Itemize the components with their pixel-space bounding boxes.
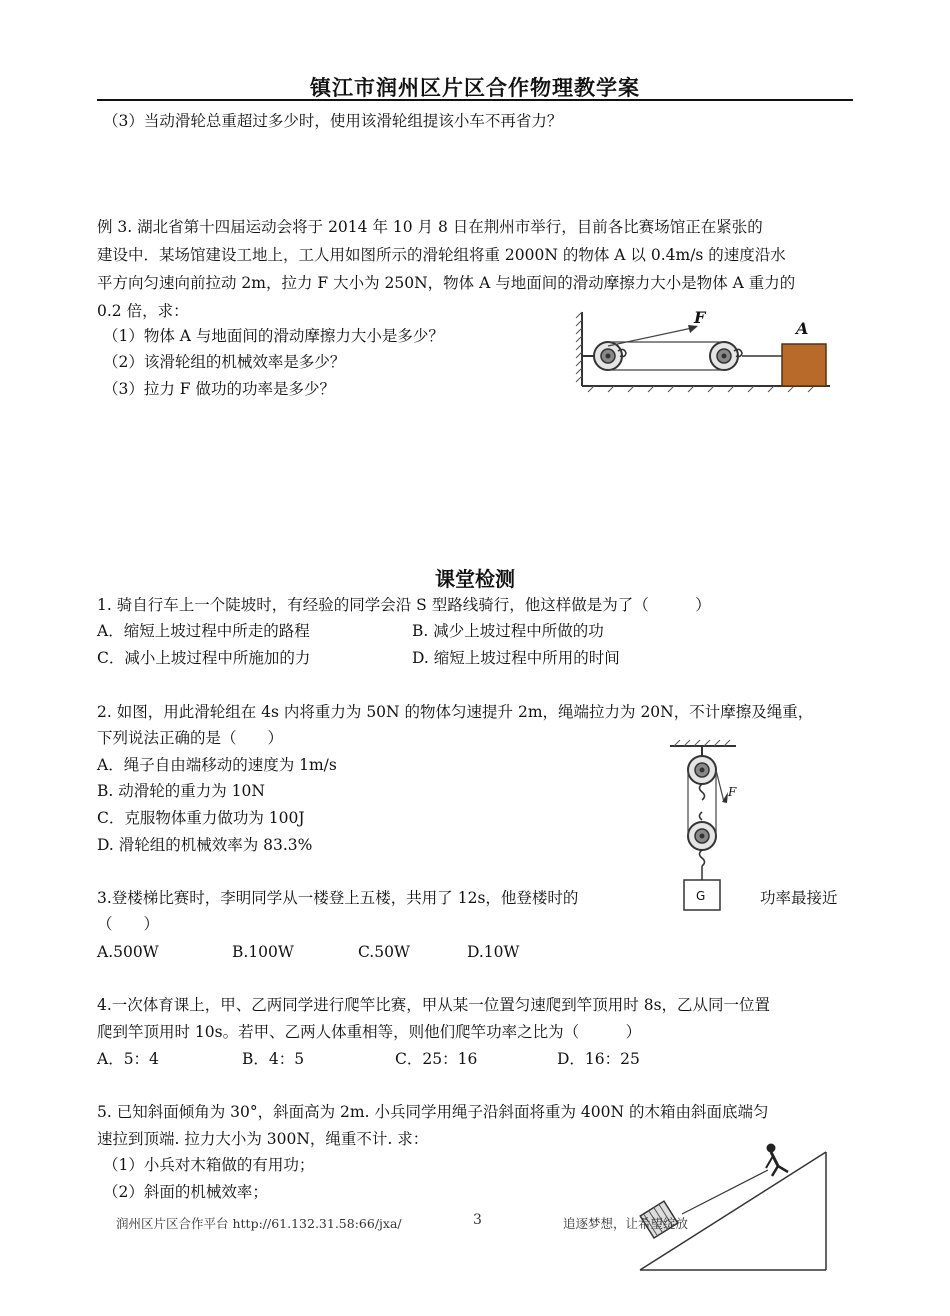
q5-line1: 5. 已知斜面倾角为 30°，斜面高为 2m. 小兵同学用绳子沿斜面将重为 400N 的木箱由斜面底端匀 xyxy=(97,1103,769,1121)
incline-figure xyxy=(640,1140,840,1274)
q1-stem: 1. 骑自行车上一个陡坡时，有经验的同学会沿 S 型路线骑行，他这样做是为了（ ） xyxy=(97,596,711,614)
q1-option-d: D. 缩短上坡过程中所用的时间 xyxy=(412,649,620,667)
q1-option-a: A．缩短上坡过程中所走的路程 xyxy=(97,622,310,640)
header-divider xyxy=(97,99,853,101)
q4-option-a: A．5：4 xyxy=(97,1050,159,1068)
q2-line2: 下列说法正确的是（ ） xyxy=(97,729,284,747)
q3-option-a: A.500W xyxy=(97,943,159,961)
example3-sub2: （2）该滑轮组的机械效率是多少？ xyxy=(103,353,346,371)
q4-option-d: D．16：25 xyxy=(557,1050,640,1068)
q1-option-c: C．减小上坡过程中所施加的力 xyxy=(97,649,311,667)
q5-sub2: （2）斜面的机械效率； xyxy=(103,1183,268,1201)
q3-line1-a: 3.登楼梯比赛时，李明同学从一楼登上五楼，共用了 12s，他登楼时的 xyxy=(97,889,579,907)
vertical-pulley-figure xyxy=(666,740,756,915)
page-header-title: 镇江市润州区片区合作物理教学案 xyxy=(310,76,640,100)
q2-option-c: C．克服物体重力做功为 100J xyxy=(97,809,305,827)
q5-sub1: （1）小兵对木箱做的有用功； xyxy=(103,1156,315,1174)
q1-option-b: B. 减少上坡过程中所做的功 xyxy=(412,622,604,640)
figure-force-label-2: F xyxy=(728,785,737,799)
q4-option-c: C．25：16 xyxy=(395,1050,478,1068)
q3-line1-b: 功率最接近 xyxy=(760,889,838,907)
q2-line1: 2. 如图，用此滑轮组在 4s 内将重力为 50N 的物体匀速提升 2m，绳端拉力为 20N，不计摩擦及绳重， xyxy=(97,703,814,721)
top-question-3: （3）当动滑轮总重超过多少时，使用该滑轮组提该小车不再省力？ xyxy=(103,112,563,130)
q3-option-c: C.50W xyxy=(358,943,410,961)
q2-option-b: B. 动滑轮的重力为 10N xyxy=(97,782,265,800)
q3-line2: （ ） xyxy=(97,915,160,933)
example3-sub1: （1）物体 A 与地面间的滑动摩擦力大小是多少？ xyxy=(103,327,444,345)
example3-line2: 建设中．某场馆建设工地上，工人用如图所示的滑轮组将重 2000N 的物体 A 以 0.4m/s 的速度沿水 xyxy=(97,246,786,264)
q2-option-d: D. 滑轮组的机械效率为 83.3% xyxy=(97,836,313,854)
q3-option-d: D.10W xyxy=(467,943,520,961)
q4-option-b: B．4：5 xyxy=(242,1050,305,1068)
q5-line2: 速拉到顶端. 拉力大小为 300N，绳重不计. 求： xyxy=(97,1130,429,1148)
q4-line1: 4.一次体育课上，甲、乙两同学进行爬竿比赛，甲从某一位置匀速爬到竿顶用时 8s，乙从同一位置 xyxy=(97,996,771,1014)
footer-slogan: 追逐梦想，让希望绽放 xyxy=(563,1216,689,1231)
section-title: 课堂检测 xyxy=(435,567,515,591)
figure-block-label: A xyxy=(796,319,809,338)
example3-line4: 0.2 倍，求： xyxy=(97,302,189,320)
q2-option-a: A．绳子自由端移动的速度为 1m/s xyxy=(97,756,337,774)
example3-sub3: （3）拉力 F 做功的功率是多少？ xyxy=(103,380,335,398)
q3-option-b: B.100W xyxy=(232,943,294,961)
footer-platform: 润州区片区合作平台 http://61.132.31.58:66/jxa/ xyxy=(116,1216,402,1231)
example3-line3: 平方向匀速向前拉动 2m，拉力 F 大小为 250N，物体 A 与地面间的滑动摩擦力大小是物体 A 重力的 xyxy=(97,274,796,292)
example3-line1: 例 3. 湖北省第十四届运动会将于 2014 年 10 月 8 日在荆州市举行，目前各比赛场馆正在紧张的 xyxy=(97,218,763,236)
figure-weight-label: G xyxy=(696,889,706,903)
horizontal-pulley-figure xyxy=(574,306,834,398)
footer-page-number: 3 xyxy=(473,1212,482,1228)
q4-line2: 爬到竿顶用时 10s。若甲、乙两人体重相等，则他们爬竿功率之比为（ ） xyxy=(97,1023,642,1041)
figure-force-label: F xyxy=(694,308,706,327)
